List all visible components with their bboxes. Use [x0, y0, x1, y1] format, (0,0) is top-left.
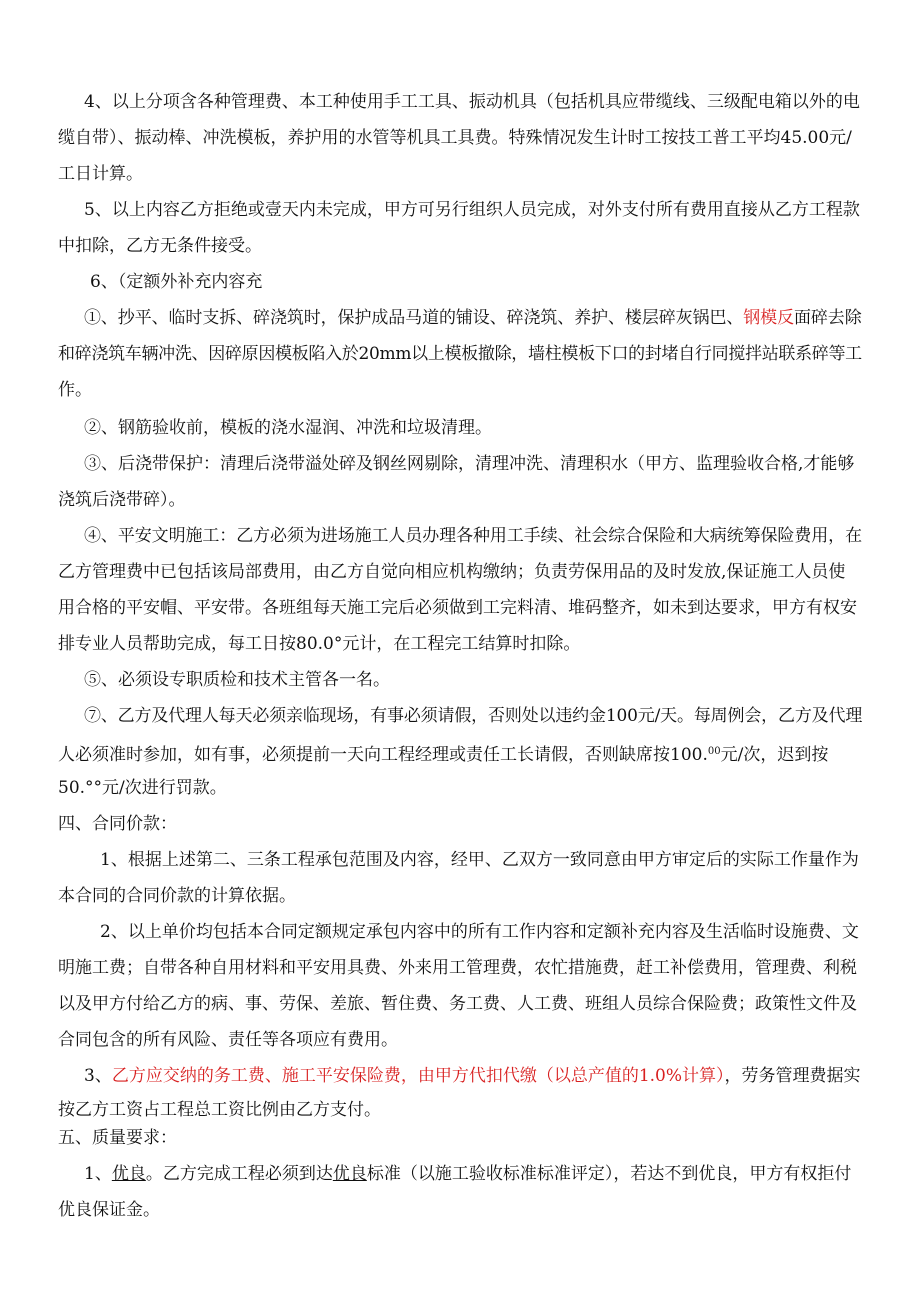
c4-line-1: ④、平安文明施工：乙方必须为进场施工人员办理各种用工手续、社会综合保险和大病统筹保险费用，在	[84, 526, 862, 546]
c2-line: ②、钢筋验收前，模板的浇水湿润、冲洗和垃圾清理。	[84, 418, 492, 438]
c3-line-1: ③、后浇带保护：清理后浇带溢处碎及钢丝网剔除，清理冲洗、清理积水（甲方、监理验收合格,才能够	[84, 454, 855, 474]
s4p2-line-1: 2、以上单价均包括本合同定额规定承包内容中的所有工作内容和定额补充内容及生活临时设施费、文	[100, 922, 859, 942]
s4p3-line-1a: 3、	[84, 1066, 112, 1086]
c3-line-2: 浇筑后浇带碎）。	[58, 490, 186, 510]
c1-line-1a: ①、抄平、临时支拆、碎浇筑时，保护成品马道的铺设、碎浇筑、养护、楼层碎灰锅巴、	[84, 308, 744, 328]
c7-line-2a: 人必须准时参加，如有事，必须提前一天向工程经理或责任工长请假，否则缺席按100.	[58, 745, 708, 765]
c7-line-1: ⑦、乙方及代理人每天必须亲临现场，有事必须请假，否则处以违约金100元/天。每周例会，乙方及代理	[84, 706, 863, 726]
c1-red-text: 钢模反	[743, 308, 794, 328]
s4p3-line-1	[84, 1062, 861, 1090]
c4-line-2: 乙方管理费中已包括该局部费用，由乙方自觉向相应机构缴纳；负责劳保用品的及时发放,保证施工人员使	[58, 562, 846, 582]
s4p3-line-2: 按乙方工资占工程总工资比例由乙方支付。	[58, 1100, 381, 1120]
p4-line-3: 工日计算。	[58, 164, 143, 184]
section-5-title: 五、质量要求：	[58, 1128, 177, 1148]
p5-line-2: 中扣除，乙方无条件接受。	[58, 236, 262, 256]
c5-line: ⑤、必须设专职质检和技术主管各一名。	[84, 670, 390, 690]
s4p3-line-1b: ，劳务管理费据实	[724, 1066, 861, 1086]
s4p2-line-4: 合同包含的所有风险、责任等各项应有费用。	[58, 1030, 398, 1050]
c4-line-3: 用合格的平安帽、平安带。各班组每天施工完后必须做到工完料清、堆码整齐，如未到达要求，甲方有权安	[58, 598, 857, 618]
c7-sup: 00	[707, 746, 721, 757]
c1-line-1b: 面碎去除	[793, 308, 862, 328]
s5p1-underline-1: 优良	[111, 1164, 146, 1184]
c7-line-2	[58, 738, 828, 766]
c4-line-4: 排专业人员帮助完成，每工日按80.0°元计，在工程完工结算时扣除。	[58, 634, 581, 654]
p5-line-1: 5、以上内容乙方拒绝或壹天内未完成，甲方可另行组织人员完成，对外支付所有费用直接从乙方工程款	[84, 200, 860, 220]
s5p1-underline-2: 优良	[332, 1164, 367, 1184]
c7-line-3: 50.°°元/次进行罚款。	[58, 778, 227, 798]
s5p1-line-1	[84, 1160, 851, 1188]
section-4-title: 四、合同价款：	[58, 814, 177, 834]
s5p1-line-1a: 1、	[84, 1164, 112, 1184]
s4p2-line-3: 以及甲方付给乙方的病、事、劳保、差旅、暂住费、务工费、人工费、班组人员综合保险费；政策性文件及	[58, 994, 857, 1014]
c1-line-1	[84, 304, 862, 332]
p4-line-1: 4、以上分项含各种管理费、本工种使用手工工具、振动机具（包括机具应带缆线、三级配电箱以外的电	[84, 92, 860, 112]
s5p1-line-1c: 标准（以施工验收标准标准评定），若达不到优良，甲方有权拒付	[366, 1164, 852, 1184]
s4p3-red-text: 乙方应交纳的务工费、施工平安保险费，由甲方代扣代缴（以总产值的1.0%计算）	[111, 1066, 725, 1086]
c1-line-2: 和碎浇筑车辆冲洗、因碎原因模板陷入於20mm以上模板撤除，墙柱模板下口的封堵自行同搅拌站联系碎等工	[58, 344, 862, 364]
c1-line-3: 作。	[58, 380, 92, 400]
s4p1-line-1: 1、根据上述第二、三条工程承包范围及内容，经甲、乙双方一致同意由甲方审定后的实际工作量作为	[100, 850, 859, 870]
c7-line-2b: 元/次，迟到按	[720, 745, 829, 765]
s4p1-line-2: 本合同的合同价款的计算依据。	[58, 886, 296, 906]
s4p2-line-2: 明施工费；自带各种自用材料和平安用具费、外来用工管理费，农忙措施费，赶工补偿费用，管理费、利税	[58, 958, 857, 978]
p4-line-2: 缆自带）、振动棒、冲洗模板，养护用的水管等机具工具费。特殊情况发生计时工按技工普工平均45.00元/	[58, 128, 852, 148]
s5p1-line-1b: 。乙方完成工程必须到达	[145, 1164, 333, 1184]
s5p1-line-2: 优良保证金。	[58, 1200, 160, 1220]
p6-title: 6、（定额外补充内容充	[90, 272, 263, 292]
